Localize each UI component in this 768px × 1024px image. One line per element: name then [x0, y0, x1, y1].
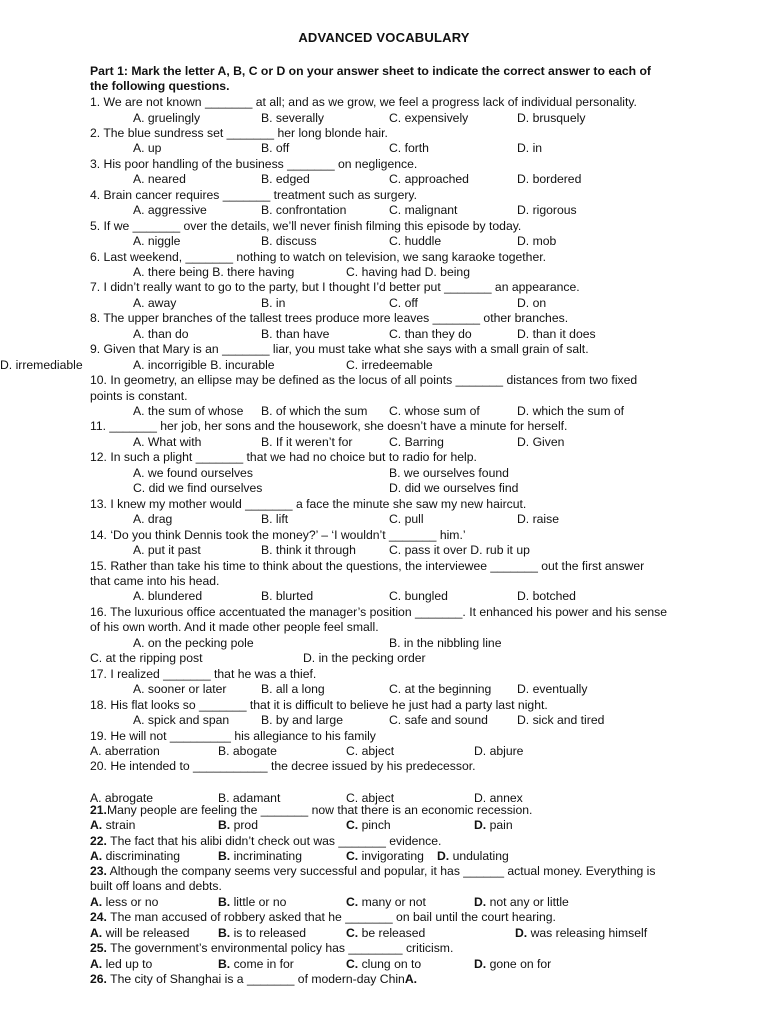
- q22-option-c: C. invigorating: [346, 849, 424, 863]
- q11-option-a: A. What with: [133, 434, 202, 449]
- q5-option-a: A. niggle: [133, 234, 181, 248]
- q13-option-a: A. drag: [133, 512, 173, 527]
- q9-option-group-3: D. irremediable: [0, 357, 83, 372]
- q9-option-group-2: C. irredeemable: [346, 357, 433, 372]
- q17-option-d: D. eventually: [517, 682, 588, 697]
- q2-option-a: A. up: [133, 141, 162, 156]
- q12-option-row2-1: C. did we find ourselves: [133, 481, 263, 496]
- question-9-stem: 9. Given that Mary is an _______ liar, you must take what she says with a small grain of salt.: [90, 342, 589, 357]
- question-18-stem: 18. His flat looks so _______ that it is difficult to believe he just had a party last night.: [90, 697, 548, 712]
- question-14-stem: 14. ‘Do you think Dennis took the money?’ – ‘I wouldn’t _______ him.’: [90, 527, 466, 542]
- q24-option-c: C. be released: [346, 926, 426, 940]
- q18-option-b: B. by and large: [261, 713, 343, 727]
- question-16-stem-cont: of his own worth. And it made other people feel small.: [90, 620, 379, 635]
- q3-option-d: D. bordered: [517, 172, 582, 187]
- q4-option-c: C. malignant: [389, 203, 458, 218]
- q22-option-b: B. incriminating: [218, 849, 302, 863]
- q8-option-a: A. than do: [133, 326, 189, 341]
- question-1-stem: 1. We are not known _______ at all; and as we grow, we feel a progress lack of individual personality.: [90, 95, 637, 109]
- question-8-stem: 8. The upper branches of the tallest trees produce more leaves _______ other branches.: [90, 311, 569, 326]
- q10-option-a: A. the sum of whose: [133, 404, 244, 418]
- q11-option-b: B. If it weren’t for: [261, 434, 353, 449]
- q19-option-c: C. abject: [346, 743, 395, 758]
- question-4-stem: 4. Brain cancer requires _______ treatment such as surgery.: [90, 187, 417, 202]
- question-19-stem: 19. He will not _________ his allegiance to his family: [90, 728, 376, 743]
- q12-option-row2-2: D. did we ourselves find: [389, 481, 519, 496]
- q18-option-d: D. sick and tired: [517, 713, 605, 727]
- q12-option-group-2: B. we ourselves found: [389, 465, 509, 480]
- question-5-stem: 5. If we _______ over the details, we’ll never finish filming this episode by today.: [90, 218, 522, 233]
- q4-option-a: A. aggressive: [133, 203, 207, 218]
- q14-option-group-1: A. put it past: [133, 543, 201, 557]
- question-12-stem: 12. In such a plight _______ that we had no choice but to radio for help.: [90, 450, 477, 465]
- question-15-stem-cont: that came into his head.: [90, 573, 220, 588]
- q1-option-a: A. gruelingly: [133, 110, 201, 125]
- q21-option-b: B. prod: [218, 818, 258, 832]
- part1-instruction: Part 1: Mark the letter A, B, C or D on your answer sheet to indicate the correct answer to each of: [90, 64, 651, 78]
- part1-instruction-cont: the following questions.: [90, 79, 230, 93]
- question-21: 21.Many people are feeling the _______ now that there is an economic recession.: [90, 803, 533, 817]
- question-16-stem: 16. The luxurious office accentuated the manager’s position _______. It enhanced his power and his sense: [90, 604, 668, 619]
- q7-option-a: A. away: [133, 295, 177, 310]
- q2-option-c: C. forth: [389, 141, 429, 156]
- q5-option-d: D. mob: [517, 234, 557, 248]
- q3-option-b: B. edged: [261, 172, 310, 187]
- question-15-stem: 15. Rather than take his time to think about the questions, the interviewee _______ out the first answer: [90, 558, 645, 573]
- q7-option-c: C. off: [389, 295, 418, 310]
- q6-option-group-2: C. having had D. being: [346, 264, 470, 279]
- question-10-stem-cont: points is constant.: [90, 388, 188, 403]
- q10-option-b: B. of which the sum: [261, 404, 368, 418]
- question-17-stem: 17. I realized _______ that he was a thief.: [90, 666, 317, 681]
- q17-option-b: B. all a long: [261, 682, 325, 697]
- q18-option-a: A. spick and span: [133, 713, 230, 727]
- q3-option-a: A. neared: [133, 172, 186, 187]
- q24-option-b: B. is to released: [218, 926, 307, 940]
- q9-option-group-1: A. incorrigible B. incurable: [133, 357, 275, 372]
- q12-option-group-1: A. we found ourselves: [133, 465, 253, 480]
- q20-option-b: B. adamant: [218, 790, 281, 805]
- q4-option-d: D. rigorous: [517, 203, 577, 218]
- question-25: 25. The government’s environmental policy has ________ criticism.: [90, 941, 454, 955]
- q23-option-a: A. less or no: [90, 895, 159, 909]
- q24-option-d: D. was releasing himself: [515, 926, 648, 940]
- q17-option-c: C. at the beginning: [389, 682, 492, 697]
- q25-option-a: A. led up to: [90, 957, 153, 971]
- q10-option-c: C. whose sum of: [389, 404, 480, 418]
- q16-option-group-1: A. on the pecking pole: [133, 635, 254, 650]
- q8-option-d: D. than it does: [517, 326, 596, 341]
- q8-option-c: C. than they do: [389, 326, 472, 341]
- q14-option-group-3: C. pass it over D. rub it up: [389, 543, 530, 557]
- q25-option-d: D. gone on for: [474, 957, 552, 971]
- q5-option-b: B. discuss: [261, 234, 317, 248]
- q7-option-b: B. in: [261, 295, 286, 310]
- question-22: 22. The fact that his alibi didn’t check out was _______ evidence.: [90, 834, 442, 848]
- q18-option-c: C. safe and sound: [389, 713, 488, 727]
- q5-option-c: C. huddle: [389, 234, 442, 248]
- question-10-stem: 10. In geometry, an ellipse may be defined as the locus of all points _______ distances from two fixed: [90, 373, 638, 388]
- question-2-stem: 2. The blue sundress set _______ her long blonde hair.: [90, 125, 388, 140]
- question-23-cont: built off loans and debts.: [90, 879, 222, 893]
- document-title: ADVANCED VOCABULARY: [298, 30, 470, 45]
- q25-option-b: B. come in for: [218, 957, 294, 971]
- question-20-stem: 20. He intended to ___________ the decree issued by his predecessor.: [90, 759, 476, 774]
- q21-option-d: D. pain: [474, 818, 513, 832]
- q2-option-d: D. in: [517, 141, 543, 156]
- question-3-stem: 3. His poor handling of the business _______ on negligence.: [90, 156, 418, 171]
- q19-option-b: B. abogate: [218, 743, 277, 758]
- q21-option-a: A. strain: [90, 818, 136, 832]
- q4-option-b: B. confrontation: [261, 203, 347, 218]
- q10-option-d: D. which the sum of: [517, 404, 625, 418]
- q15-option-d: D. botched: [517, 589, 576, 604]
- q13-option-d: D. raise: [517, 512, 559, 527]
- q23-option-d: D. not any or little: [474, 895, 569, 909]
- q22-option-a: A. discriminating: [90, 849, 181, 863]
- q13-option-c: C. pull: [389, 512, 424, 527]
- q20-option-c: C. abject: [346, 790, 395, 805]
- q25-option-c: C. clung on to: [346, 957, 422, 971]
- q1-option-c: C. expensively: [389, 110, 469, 125]
- q11-option-d: D. Given: [517, 434, 565, 449]
- q23-option-c: C. many or not: [346, 895, 426, 909]
- q24-option-a: A. will be released: [90, 926, 190, 940]
- q20-option-d: D. annex: [474, 790, 523, 805]
- q19-option-d: D. abjure: [474, 743, 524, 758]
- q21-option-c: C. pinch: [346, 818, 391, 832]
- question-6-stem: 6. Last weekend, _______ nothing to watch on television, we sang karaoke together.: [90, 249, 546, 264]
- q1-option-d: D. brusquely: [517, 110, 586, 125]
- q14-option-group-2: B. think it through: [261, 543, 356, 557]
- q15-option-b: B. blurted: [261, 589, 314, 604]
- q13-option-b: B. lift: [261, 512, 289, 527]
- q23-option-b: B. little or no: [218, 895, 287, 909]
- q19-option-a: A. aberration: [90, 743, 160, 758]
- q11-option-c: C. Barring: [389, 434, 444, 449]
- q1-option-b: B. severally: [261, 110, 324, 125]
- q8-option-b: B. than have: [261, 326, 330, 341]
- q20-option-a: A. abrogate: [90, 790, 154, 805]
- q6-option-group-1: A. there being B. there having: [133, 264, 295, 279]
- q16-option-row2-1: C. at the ripping post: [90, 651, 203, 666]
- question-26: 26. The city of Shanghai is a _______ of modern-day ChinA.: [90, 972, 418, 986]
- q3-option-c: C. approached: [389, 172, 469, 187]
- question-13-stem: 13. I knew my mother would _______ a face the minute she saw my new haircut.: [90, 496, 527, 511]
- q16-option-group-2: B. in the nibbling line: [389, 635, 502, 650]
- q16-option-row2-2: D. in the pecking order: [303, 651, 426, 666]
- q15-option-c: C. bungled: [389, 589, 448, 604]
- q7-option-d: D. on: [517, 295, 547, 310]
- question-7-stem: 7. I didn’t really want to go to the party, but I thought I’d better put _______ an appearance.: [90, 280, 580, 295]
- q2-option-b: B. off: [261, 141, 290, 156]
- q22-option-d: D. undulating: [437, 849, 509, 863]
- question-24: 24. The man accused of robbery asked that he _______ on bail until the court hearing.: [90, 910, 556, 924]
- question-11-stem: 11. _______ her job, her sons and the housework, she doesn’t have a minute for herself.: [90, 419, 568, 434]
- question-23: 23. Although the company seems very successful and popular, it has ______ actual money. Everything is: [90, 864, 656, 878]
- q17-option-a: A. sooner or later: [133, 682, 227, 697]
- q15-option-a: A. blundered: [133, 589, 203, 604]
